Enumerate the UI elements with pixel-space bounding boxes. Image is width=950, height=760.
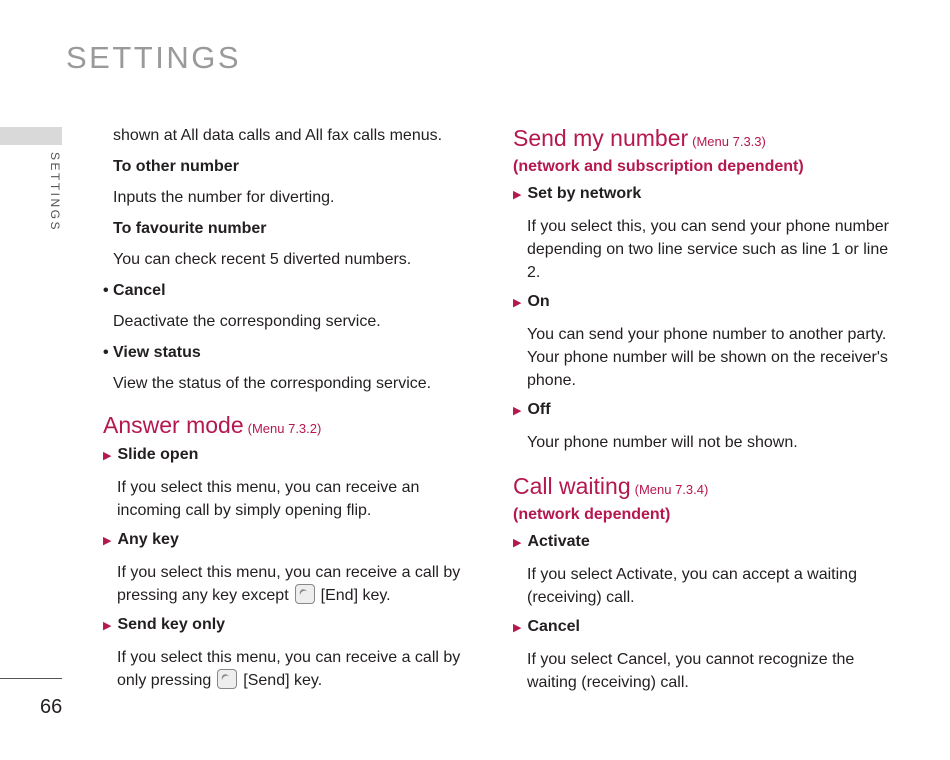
side-tab: [0, 127, 62, 145]
cw-cancel-text: If you select Cancel, you cannot recognize the waiting (receiving) call.: [527, 651, 855, 691]
triangle-right-icon: ▶: [103, 535, 112, 547]
any-key-text-b: [End] key.: [320, 587, 391, 604]
right-column: [513, 124, 893, 702]
call-waiting-note: (network dependent): [513, 506, 671, 523]
activate-text: If you select Activate, you can accept a waiting (receiving) call.: [527, 566, 857, 606]
cw-cancel-title: [513, 617, 893, 638]
send-my-number-menu: (Menu 7.3.3): [692, 134, 766, 149]
favourite-number-title: To favourite number: [113, 220, 267, 237]
intro-text: shown at All data calls and All fax calls menus.: [113, 127, 443, 144]
cancel-text: Deactivate the corresponding service.: [113, 313, 381, 330]
slide-open-text: If you select this menu, you can receive an incoming call by simply opening flip.: [117, 479, 420, 519]
set-by-network-label: Set by network: [527, 185, 642, 202]
any-key-text: [103, 561, 473, 607]
page-number: 66: [40, 696, 63, 718]
answer-mode-heading: [103, 411, 473, 443]
triangle-right-icon: ▶: [513, 537, 522, 549]
triangle-right-icon: ▶: [103, 620, 112, 632]
call-waiting-title: Call waiting: [513, 473, 631, 499]
any-key-title: [103, 530, 473, 551]
call-waiting-menu: (Menu 7.3.4): [634, 482, 709, 497]
triangle-right-icon: ▶: [513, 622, 522, 634]
activate-label: Activate: [527, 533, 590, 550]
off-text: Your phone number will not be shown.: [527, 434, 798, 451]
activate-title: [513, 532, 893, 553]
divider: [0, 678, 62, 679]
slide-open-title: [103, 445, 473, 466]
set-by-network-title: [513, 184, 893, 205]
send-my-number-note: (network and subscription dependent): [513, 158, 804, 175]
any-key-label: Any key: [117, 531, 179, 548]
send-my-number-title: Send my number: [513, 125, 689, 151]
side-section-label: SETTINGS: [48, 152, 62, 233]
send-key-only-text: [103, 646, 473, 692]
answer-mode-title: Answer mode: [103, 412, 244, 438]
send-key-only-label: Send key only: [117, 616, 226, 633]
call-waiting-heading: [513, 472, 893, 504]
favourite-number-text: You can check recent 5 diverted numbers.: [113, 251, 412, 268]
send-my-number-heading: [513, 124, 893, 156]
set-by-network-text: If you select this, you can send your phone number depending on two line service such as line 1 or line 2.: [527, 218, 889, 281]
page-title: SETTINGS: [66, 40, 242, 75]
view-status-text: View the status of the corresponding service.: [113, 375, 432, 392]
triangle-right-icon: ▶: [513, 405, 522, 417]
send-key-icon: [217, 669, 237, 689]
any-key-text-a: If you select this menu, you can receive a call by pressing any key except: [117, 564, 461, 604]
send-key-only-title: [103, 615, 473, 636]
off-title: [513, 400, 893, 421]
send-key-text-b: [Send] key.: [243, 672, 323, 689]
end-key-icon: [295, 584, 315, 604]
other-number-text: Inputs the number for diverting.: [113, 189, 335, 206]
on-label: On: [527, 293, 550, 310]
view-status-bullet: • View status: [103, 344, 201, 361]
other-number-title: To other number: [113, 158, 239, 175]
cw-cancel-label: Cancel: [527, 618, 580, 635]
on-title: [513, 292, 893, 313]
triangle-right-icon: ▶: [513, 189, 522, 201]
cancel-bullet: • Cancel: [103, 282, 166, 299]
slide-open-label: Slide open: [117, 446, 199, 463]
off-label: Off: [527, 401, 551, 418]
send-key-text-a: If you select this menu, you can receive a call by only pressing: [117, 649, 461, 689]
left-column: [103, 124, 473, 700]
triangle-right-icon: ▶: [103, 450, 112, 462]
on-text: You can send your phone number to another party. Your phone number will be shown on the receiver's phone.: [527, 326, 888, 389]
answer-mode-menu: (Menu 7.3.2): [247, 421, 322, 436]
triangle-right-icon: ▶: [513, 297, 522, 309]
